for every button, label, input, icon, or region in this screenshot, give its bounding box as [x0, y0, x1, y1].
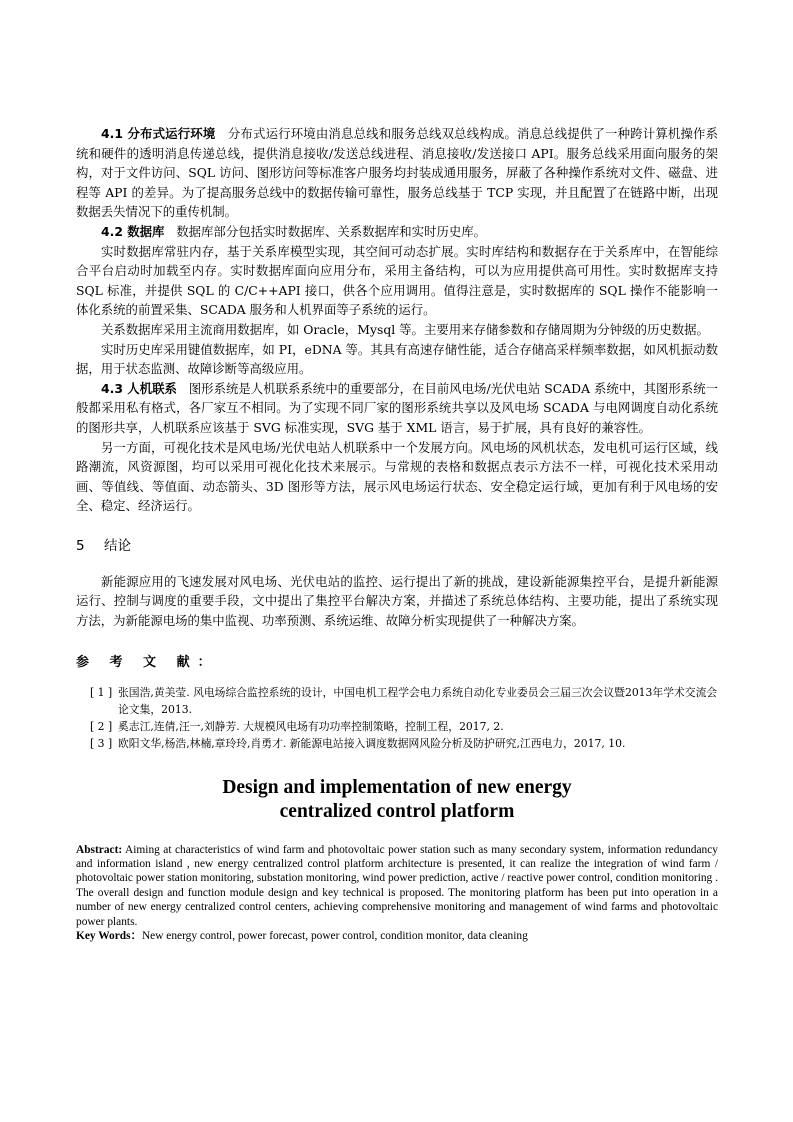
- section-4-1: [76, 124, 718, 222]
- conclusion-text: 新能源应用的飞速发展对风电场、光伏电站的监控、运行提出了新的挑战，建设新能源集控平台，是提升新能源运行、控制与调度的重要手段，文中提出了集控平台解决方案，并描述了系统总体结构、主要功能，提出了系统实现方法，为新能源电场的集中监视、功率预测、系统运维、故障分析实现提供了一种解决方案。: [76, 573, 718, 629]
- keywords-text: New energy control, power forecast, power control, condition monitor, data cleaning: [141, 930, 528, 943]
- english-abstract: [76, 843, 718, 929]
- reference-item: [76, 718, 718, 735]
- body-text: [76, 124, 718, 516]
- english-title-line-2: centralized control platform: [279, 801, 515, 823]
- reference-index: [ 3 ]: [90, 736, 113, 750]
- section-4-3: [76, 379, 718, 438]
- reference-text: 张国浩,黄美莹. 风电场综合监控系统的设计，中国电机工程学会电力系统自动化专业委员会三届三次会议暨2013年学术交流会论文集，2013.: [118, 685, 718, 716]
- section-4-2-heading: 4.2 数据库: [101, 223, 165, 239]
- section-4-1-text: 分布式运行环境由消息总线和服务总线双总线构成。消息总线提供了一种跨计算机操作系统和硬件的透明消息传递总线，提供消息接收/发送总线进程、消息接收/发送接口 API。服务总线采用面向服务的架构，对于文件访问、SQL 访问、图形访问等标准客户服务均封装成通用服务，屏蔽了各种操作系统对文件、磁盘、进程等 API 的差异。为了提高服务总线中的数据传输可靠性，服务总线基于 TCP 实现，并且配置了在链路中断，出现数据丢失情况下的重传机制。: [76, 126, 719, 220]
- references-title: 参 考 文 献：: [76, 654, 219, 670]
- section-number: 5: [76, 537, 85, 554]
- paragraph: 另一方面，可视化技术是风电场/光伏电站人机联系中一个发展方向。风电场的风机状态，发电机可运行区域，线路潮流，风资源图，均可以采用可视化化技术来展示。与常规的表格和数据点表示方法不一样，可视化技术采用动画、等值线、等值面、动态箭头、3D 图形等方法，展示风电场运行状态、安全稳定运行域，更加有利于风电场的安全、稳定、经济运行。: [76, 439, 718, 514]
- paragraph: 实时历史库采用键值数据库，如 PI，eDNA 等。其具有高速存储性能，适合存储高采样频率数据，如风机振动数据，用于状态监测、故障诊断等高级应用。: [76, 341, 718, 377]
- references-list: [76, 684, 718, 752]
- keywords-label: Key Words：: [76, 930, 142, 943]
- section-5-heading: [76, 534, 718, 554]
- reference-item: [76, 684, 718, 718]
- reference-text: 奚志江,连倩,汪一,刘静芳. 大规模风电场有功功率控制策略，控制工程，2017, 2.: [118, 719, 504, 733]
- section-4-2-text: 数据库部分包括实时数据库、关系数据库和实时历史库。: [176, 223, 487, 239]
- reference-item: [76, 735, 718, 752]
- section-4-2: [76, 222, 718, 242]
- section-title: 结论: [104, 537, 131, 554]
- abstract-label: Abstract:: [76, 843, 123, 856]
- english-title-line-1: Design and implementation of new energy: [222, 776, 572, 798]
- section-4-3-text: 图形系统是人机联系系统中的重要部分，在目前风电场/光伏电站 SCADA 系统中，其图形系统一般都采用私有格式，各厂家互不相同。为了实现不同厂家的图形系统共享以及风电场 SCADA 与电网调度自动化系统的图形共享，人机联系应该基于 SVG 标准实现，SVG 基于 XML 语言，易于扩展，具有良好的兼容性。: [76, 380, 718, 435]
- paper-page: [76, 124, 718, 944]
- english-keywords: [76, 929, 718, 943]
- paragraph: 实时数据库常驻内存，基于关系库模型实现，其空间可动态扩展。实时库结构和数据存在于关系库中，在智能综合平台启动时加载至内存。实时数据库面向应用分布，采用主备结构，可以为应用提供高可用性。实时数据库支持 SQL 标准，并提供 SQL 的 C/C++API 接口，供各个应用调用。值得注意是，实时数据库的 SQL 操作不能影响一体化系统的前置采集、SCADA 服务和人机界面等子系统的运行。: [76, 243, 718, 318]
- reference-index: [ 1 ]: [90, 685, 113, 699]
- section-4-3-heading: 4.3 人机联系: [101, 380, 177, 396]
- section-4-1-heading: 4.1 分布式运行环境: [101, 126, 216, 141]
- english-title: [76, 776, 718, 825]
- reference-text: 欧阳文华,杨浩,林楠,章玲玲,肖勇才. 新能源电站接入调度数据网风险分析及防护研究,江西电力，2017, 10.: [118, 736, 626, 750]
- reference-index: [ 2 ]: [90, 719, 113, 733]
- conclusion: [76, 572, 718, 631]
- paragraph: 关系数据库采用主流商用数据库，如 Oracle，Mysql 等。主要用来存储参数和存储周期为分钟级的历史数据。: [101, 321, 709, 337]
- abstract-text: Aiming at characteristics of wind farm and photovoltaic power station such as many secondary system, information redundancy and information island , new energy centralized control platform architecture is presented, it can realize the integration of wind farm / photovoltaic power station monitoring, substation monitoring, wind power prediction, active / reactive power control, condition monitoring . The overall design and function module design and key technical is proposed. The monitoring platform has been put into operation in a number of new energy centralized control centers, achieving comprehensive monitoring and management of wind farms and photovoltaic power plants.: [76, 843, 718, 928]
